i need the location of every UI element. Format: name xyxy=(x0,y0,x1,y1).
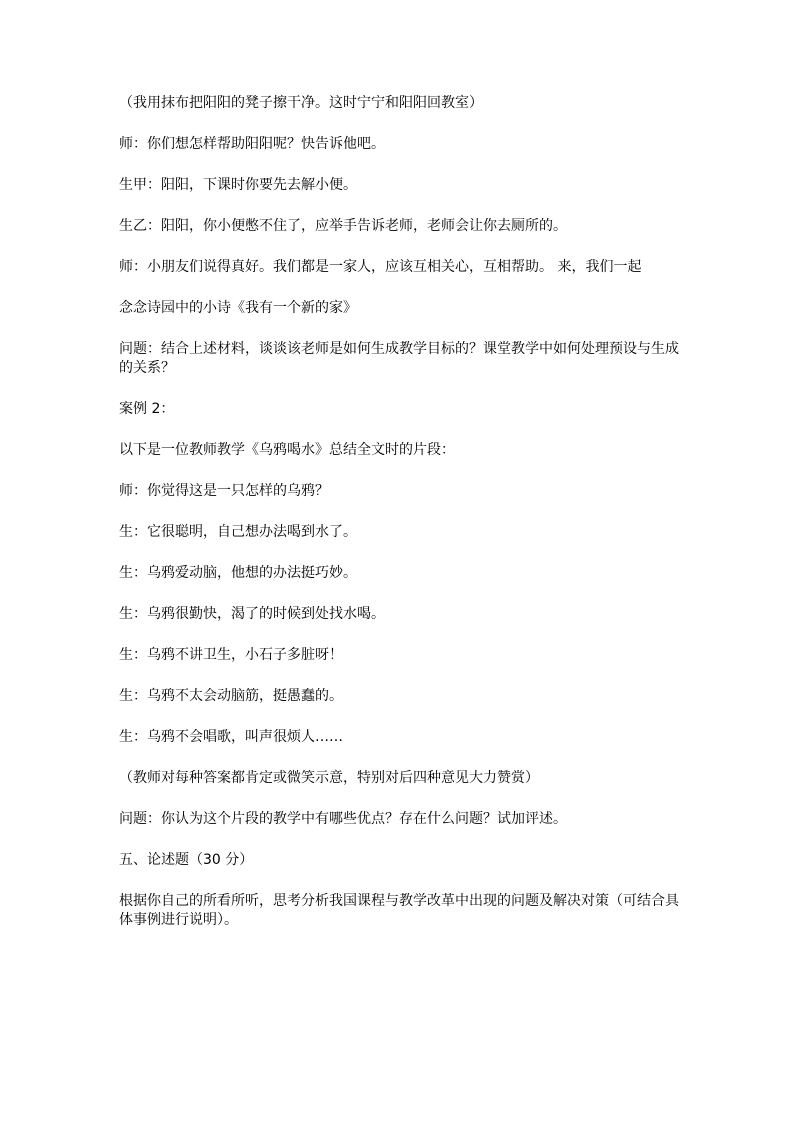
teacher-line: 师：小朋友们说得真好。我们都是一家人，应该互相关心，互相帮助。 来，我们一起 xyxy=(119,259,642,275)
student-b-line: 生乙：阳阳，你小便憋不住了，应举手告诉老师，老师会让你去厕所的。 xyxy=(119,218,567,234)
student-line: 生：乌鸦不讲卫生，小石子多脏呀！ xyxy=(119,647,343,663)
question-paragraph: 问题：你认为这个片段的教学中有哪些优点？存在什么问题？试加评述。 xyxy=(119,811,567,827)
student-a-line: 生甲：阳阳，下课时你要先去解小便。 xyxy=(119,177,357,193)
student-line: 生：乌鸦不太会动脑筋，挺愚蠢的。 xyxy=(119,688,343,704)
question-paragraph: 问题：结合上述材料，谈谈该老师是如何生成教学目标的？课堂教学中如何处理预设与生成的关系？ xyxy=(119,341,679,376)
case-intro: 以下是一位教师教学《乌鸦喝水》总结全文时的片段： xyxy=(119,442,455,458)
poem-line: 念念诗园中的小诗《我有一个新的家》 xyxy=(119,300,357,316)
student-line: 生：乌鸦不会唱歌，叫声很烦人…… xyxy=(119,729,343,745)
teacher-line: 师：你们想怎样帮助阳阳呢？快告诉他吧。 xyxy=(119,136,385,152)
section-heading: 五、论述题（30 分） xyxy=(119,852,254,868)
teacher-line: 师：你觉得这是一只怎样的乌鸦？ xyxy=(119,483,329,499)
document-body xyxy=(119,94,679,952)
student-line: 生：它很聪明，自己想办法喝到水了。 xyxy=(119,524,357,540)
narration-paragraph: （我用抹布把阳阳的凳子擦干净。这时宁宁和阳阳回教室） xyxy=(119,95,483,111)
student-line: 生：乌鸦爱动脑，他想的办法挺巧妙。 xyxy=(119,565,357,581)
case-heading: 案例 2： xyxy=(119,401,175,417)
narration-paragraph: （教师对每种答案都肯定或微笑示意，特别对后四种意见大力赞赏） xyxy=(119,770,539,786)
essay-question: 根据你自己的所看所听，思考分析我国课程与教学改革中出现的问题及解决对策（可结合具体事例进行说明）。 xyxy=(119,893,679,928)
student-line: 生：乌鸦很勤快，渴了的时候到处找水喝。 xyxy=(119,606,385,622)
